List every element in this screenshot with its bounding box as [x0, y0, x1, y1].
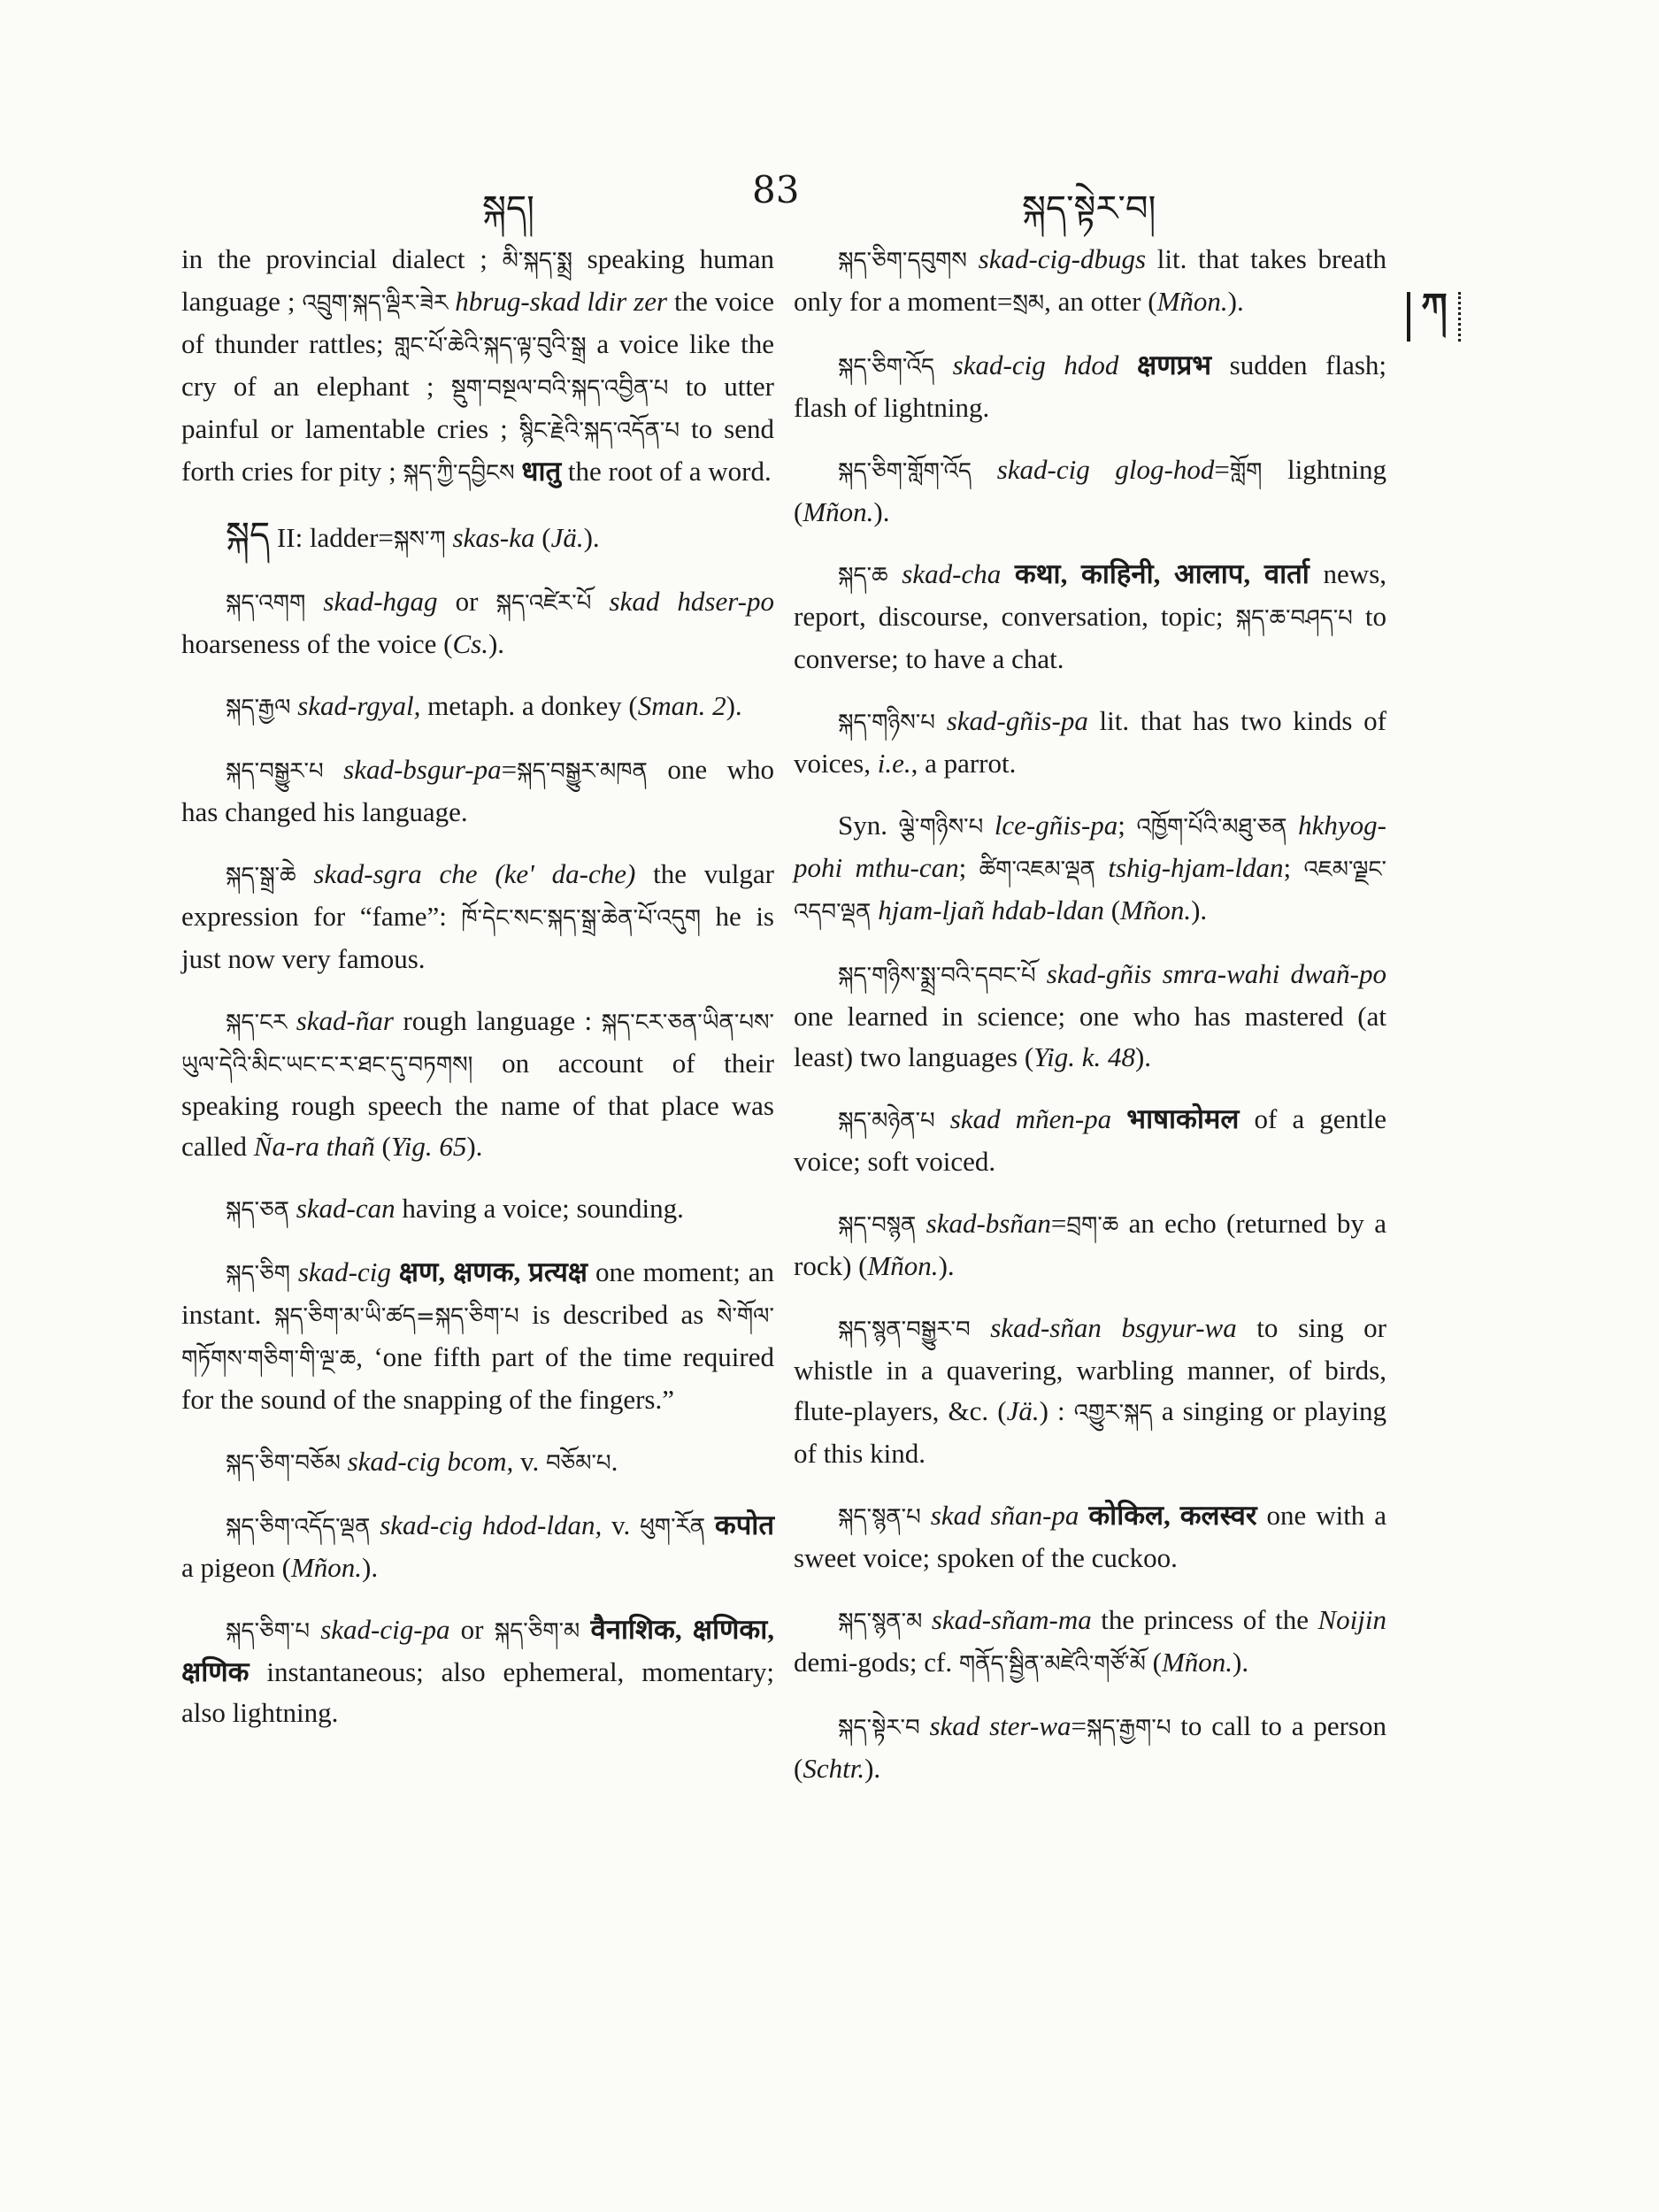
dictionary-entry: སྐད་ཅིག་དབུགས skad-cig-dbugs lit. that takes breath only for a moment=སྲམ, an otter (Mñon.). [794, 243, 1386, 317]
dictionary-entry: སྐད་ཅིག་འོད skad-cig hdod क्षणप्रभ sudden flash; flash of lightning. [794, 349, 1387, 423]
dictionary-entry: སྐད་བསྒྱུར་པ skad-bsgur-pa=སྐད་བསྒྱུར་མཁན one who has changed his language. [181, 754, 774, 827]
dictionary-entry: སྐད་སྟེར་བ skad ster-wa=སྐད་རྒྱག་པ to call to a person (Schtr.). [794, 1710, 1386, 1784]
dictionary-entry: སྐད་མཉེན་པ skad mñen-pa भाषाकोमल of a gentle voice; soft voiced. [794, 1103, 1387, 1177]
dictionary-entry: སྐད་ཅིག་འདོད་ལྡན skad-cig hdod-ldan, v. ཕུག་རོན कपोत a pigeon (Mñon.). [181, 1509, 775, 1583]
dictionary-entry: སྐད II: ladder=སྐས་ཀ skas-ka (Jä.). [226, 515, 600, 556]
dictionary-entry: སྐད་སྙན་མ skad-sñam-ma the princess of the Noijin demi-gods; cf. གནོད་སྦྱིན་མཛེའི་གཙོ་མོ (Mñon.). [794, 1604, 1387, 1678]
dictionary-entry: སྐད་བསྙན skad-bsñan=བྲག་ཆ an echo (returned by a rock) (Mñon.). [794, 1208, 1386, 1281]
left-column [181, 239, 774, 1755]
dictionary-entry: སྐད་ཆ skad-cha कथा, काहिनी, आलाप, वार्ता news, report, discourse, conversation, topic; སྐད་ཆ་བཤད་པ to converse; to have a chat. [794, 558, 1387, 674]
dictionary-entry: སྐད་འགག skad-hgag or སྐད་འཛེར་པོ skad hdser-po hoarseness of the voice (Cs.). [181, 586, 775, 659]
dictionary-entry: སྐད་ཅིག skad-cig क्षण, क्षणक, प्रत्यक्ष one moment; an instant. སྐད་ཅིག་མ་ཡི་ཚད=སྐད་ཅིག་པ is described as སེ་གོལ་གཏོགས་གཅིག་གི་ལྔ་ཆ, ‘one fifth part of the time required for the sound of the snapping of the fingers.” [181, 1256, 774, 1415]
header-left-tibetan: སྐད། [482, 188, 535, 229]
header-right-tibetan: སྐད་སྟེར་བ། [1022, 188, 1156, 229]
dictionary-entry: སྐད་ཅན skad-can having a voice; sounding. [226, 1193, 684, 1224]
dictionary-entry: སྐད་གཉིས་སྨྲ་བའི་དབང་པོ skad-gñis smra-wahi dwañ-po one learned in science; one who has mastered (at least) two languages (Yig. k. 48). [794, 958, 1387, 1072]
dictionary-entry: སྐད་གཉིས་པ skad-gñis-pa lit. that has two kinds of voices, i.e., a parrot. [794, 705, 1386, 779]
page-number: 83 [752, 168, 800, 211]
dictionary-entry: སྐད་སྒྲ་ཆེ skad-sgra che (ke' da-che) the vulgar expression for “fame”: ཁོ་དེང་སང་སྐད་སྒྲ་ཆེན་པོ་འདུག he is just now very famous. [181, 858, 774, 974]
dictionary-entry: in the provincial dialect ; མི་སྐད་སྨྲ speaking human language ; འབྲུག་སྐད་ལྡིར་ཟེར hbrug-skad ldir zer the voice of thunder rattles; གླང་པོ་ཆེའི་སྐད་ལྟ་བུའི་སྒྲ a voice like the cry of an elephant ; སྡུག་བསྔལ་བའི་སྐད་འབྱིན་པ to utter painful or lamentable cries ; སྙིང་རྗེའི་སྐད་འདོན་པ to send forth cries for pity ; སྐད་ཀྱི་དབྱིངས धातु the root of a word. [181, 243, 775, 487]
dictionary-entry: སྐད་ཅིག་པ skad-cig-pa or སྐད་ཅིག་མ वैनाशिक, क्षणिका, क्षणिक instantaneous; also ephemeral, momentary; also lightning. [181, 1614, 774, 1728]
dictionary-entry: སྐད་སྙན་བསྒྱུར་བ skad-sñan bsgyur-wa to sing or whistle in a quavering, warbling manner, of birds, flute-players, &c. (Jä.) : འགྱུར་སྐད a singing or playing of this kind. [794, 1312, 1386, 1469]
right-column [794, 239, 1386, 1810]
dictionary-entry: སྐད་ཅིག་བཅོམ skad-cig bcom, v. བཅོམ་པ. [226, 1446, 618, 1477]
dictionary-entry: སྐད་རྒྱལ skad-rgyal, metaph. a donkey (Sman. 2). [226, 690, 742, 721]
dictionary-entry: སྐད་སྙན་པ skad sñan-pa कोकिल, कलस्वर one with a sweet voice; spoken of the cuckoo. [794, 1500, 1387, 1573]
dictionary-entry: Syn. ལྕེ་གཉིས་པ lce-gñis-pa; འཁྱོག་པོའི་མཐུ་ཅན hkhyog-pohi mthu-can; ཚིག་འཇམ་ལྡན tshig-hjam-ldan; འཇམ་ལྗང་འདབ་ལྡན hjam-ljañ hdab-ldan (Mñon.). [794, 810, 1386, 926]
dictionary-entry: སྐད་ཅིག་གློག་འོད skad-cig glog-hod=གློག lightning (Mñon.). [794, 454, 1387, 527]
thumb-index-tab: ཀ [1407, 292, 1461, 342]
dictionary-entry: སྐད་ངར skad-ñar rough language : སྐད་ངར་ཅན་ཡིན་པས་ཡུལ་དེའི་མིང་ཡང་ང་ར་ཐང་དུ་བཏགས། on account of their speaking rough speech the name of that place was called Ña-ra thañ (Yig. 65). [181, 1005, 775, 1162]
